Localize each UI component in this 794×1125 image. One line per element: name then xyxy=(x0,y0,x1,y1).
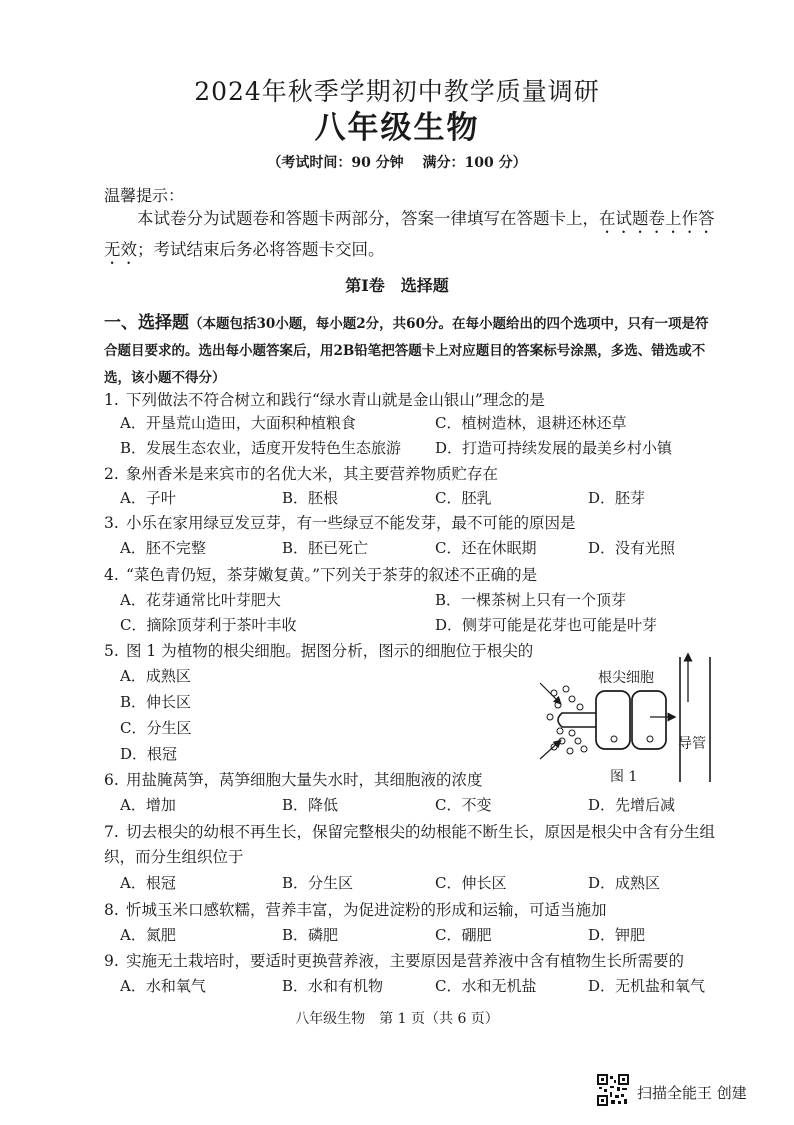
options-row xyxy=(120,537,730,559)
option: C．还在休眠期 xyxy=(435,539,537,557)
question-number: 5. xyxy=(104,642,119,660)
question-9 xyxy=(104,949,734,971)
option: A．根冠 xyxy=(120,874,176,892)
part1-heading: 一、选择题 xyxy=(104,313,189,333)
option: D．钾肥 xyxy=(588,926,646,944)
question-stem: “菜色青仍短，茶芽嫩复黄。”下列关于茶芽的叙述不正确的是 xyxy=(126,566,538,584)
question-number: 7. xyxy=(104,823,119,841)
question-3 xyxy=(104,511,734,533)
option: B．胚已死亡 xyxy=(282,539,369,557)
option: B．发展生态农业，适度开发特色生态旅游 xyxy=(120,439,402,457)
option: D．先增后减 xyxy=(588,796,676,814)
option: D．胚芽 xyxy=(588,489,646,507)
part1-header xyxy=(104,310,716,391)
option: D．打造可持续发展的最美乡村小镇 xyxy=(435,439,673,457)
page-footer: 八年级生物 第 1 页（共 6 页） xyxy=(295,1011,499,1027)
question-stem: 小乐在家用绿豆发豆芽，有一些绿豆不能发芽，最不可能的原因是 xyxy=(126,514,576,532)
options-row xyxy=(120,437,730,459)
options-row xyxy=(120,924,730,946)
option: D．侧芽可能是花芽也可能是叶芽 xyxy=(435,616,658,634)
option: A．氮肥 xyxy=(120,926,176,944)
option: C．植树造林，退耕还林还草 xyxy=(435,414,627,432)
tips-text xyxy=(104,206,716,268)
exam-title: 2024年秋季学期初中教学质量调研 xyxy=(194,77,600,106)
scanner-watermark: 扫描全能王 创建 xyxy=(637,1084,747,1102)
part1-instruction: （本题包括30小题，每小题2分，共60分。在每小题给出的四个选项中，只有一项是符合题目要求的。选出每小题答案后，用2B铅笔把答题卡上对应题目的答案标号涂黑，多选、错选或不选，该小题不得分） xyxy=(104,316,709,386)
figure-label-cell: 根尖细胞 xyxy=(598,670,654,686)
option: C．硼肥 xyxy=(435,926,492,944)
options-row xyxy=(120,794,730,816)
option: D．没有光照 xyxy=(588,539,676,557)
tips-text-end: ；考试结束后务必将答题卡交回。 xyxy=(137,240,385,259)
option: C．分生区 xyxy=(120,719,192,737)
question-number: 3. xyxy=(104,514,119,532)
figure-label-duct: 导管 xyxy=(678,736,706,752)
option: B．一棵茶树上只有一个顶芽 xyxy=(435,591,627,609)
option: A．花芽通常比叶芽肥大 xyxy=(120,591,281,609)
option: C．水和无机盐 xyxy=(435,977,537,995)
tips-text-emphasis: 在试题卷上作答无效 xyxy=(104,209,715,259)
option: D．成熟区 xyxy=(588,874,661,892)
tips-heading: 温馨提示： xyxy=(104,186,185,205)
question-stem: 象州香米是来宾市的名优大米，其主要营养物质贮存在 xyxy=(126,465,499,483)
question-1 xyxy=(104,388,734,410)
question-number: 8. xyxy=(104,901,119,919)
tips-text-plain: 本试卷分为试题卷和答题卡两部分，答案一律填写在答题卡上， xyxy=(137,209,599,228)
question-number: 2. xyxy=(104,465,119,483)
option: A．成熟区 xyxy=(120,667,191,685)
options-row xyxy=(120,975,730,997)
question-number: 9. xyxy=(104,952,119,970)
options-row xyxy=(120,872,730,894)
question-2 xyxy=(104,462,734,484)
options-row xyxy=(120,589,730,611)
option: B．水和有机物 xyxy=(282,977,384,995)
option: C．胚乳 xyxy=(435,489,492,507)
question-stem: 图 1 为植物的根尖细胞。据图分析，图示的细胞位于根尖的 xyxy=(126,642,534,660)
question-number: 6. xyxy=(104,771,119,789)
option: D．无机盐和氧气 xyxy=(588,977,706,995)
option: B．磷肥 xyxy=(282,926,339,944)
option: D．根冠 xyxy=(120,745,178,763)
option: A．子叶 xyxy=(120,489,176,507)
question-6 xyxy=(104,768,734,790)
question-number: 4. xyxy=(104,566,119,584)
options-row xyxy=(120,487,730,509)
option: A．开垦荒山造田，大面积种植粮食 xyxy=(120,414,356,432)
question-stem: 实施无土栽培时，要适时更换营养液，主要原因是营养液中含有植物生长所需要的 xyxy=(126,952,685,970)
option: C．摘除顶芽利于茶叶丰收 xyxy=(120,616,297,634)
question-8 xyxy=(104,898,734,920)
exam-info: （考试时间：90 分钟 满分：100 分） xyxy=(267,155,527,171)
option: A．水和氧气 xyxy=(120,977,206,995)
question-stem: 切去根尖的幼根不再生长，保留完整根尖的幼根能不断生长，原因是根尖中含有分生组织，而分生组织位于 xyxy=(104,823,716,866)
section-title: 第Ⅰ卷 选择题 xyxy=(345,276,449,295)
question-number: 1. xyxy=(104,391,119,409)
option: A．增加 xyxy=(120,796,176,814)
subject-title: 八年级生物 xyxy=(314,110,480,146)
option: B．伸长区 xyxy=(120,693,192,711)
option: B．降低 xyxy=(282,796,339,814)
figure-caption: 图 1 xyxy=(610,769,638,785)
options-row xyxy=(120,614,730,636)
qr-code-icon xyxy=(597,1074,629,1106)
question-7 xyxy=(104,820,716,870)
question-stem: 用盐腌莴笋，莴笋细胞大量失水时，其细胞液的浓度 xyxy=(126,771,483,789)
option: B．分生区 xyxy=(282,874,354,892)
option: C．伸长区 xyxy=(435,874,507,892)
option: B．胚根 xyxy=(282,489,339,507)
question-stem: 忻城玉米口感软糯，营养丰富，为促进淀粉的形成和运输，可适当施加 xyxy=(126,901,607,919)
question-stem: 下列做法不符合树立和践行“绿水青山就是金山银山”理念的是 xyxy=(126,391,545,409)
question-4 xyxy=(104,563,734,585)
option: A．胚不完整 xyxy=(120,539,206,557)
option: C．不变 xyxy=(435,796,492,814)
options-row xyxy=(120,412,730,434)
